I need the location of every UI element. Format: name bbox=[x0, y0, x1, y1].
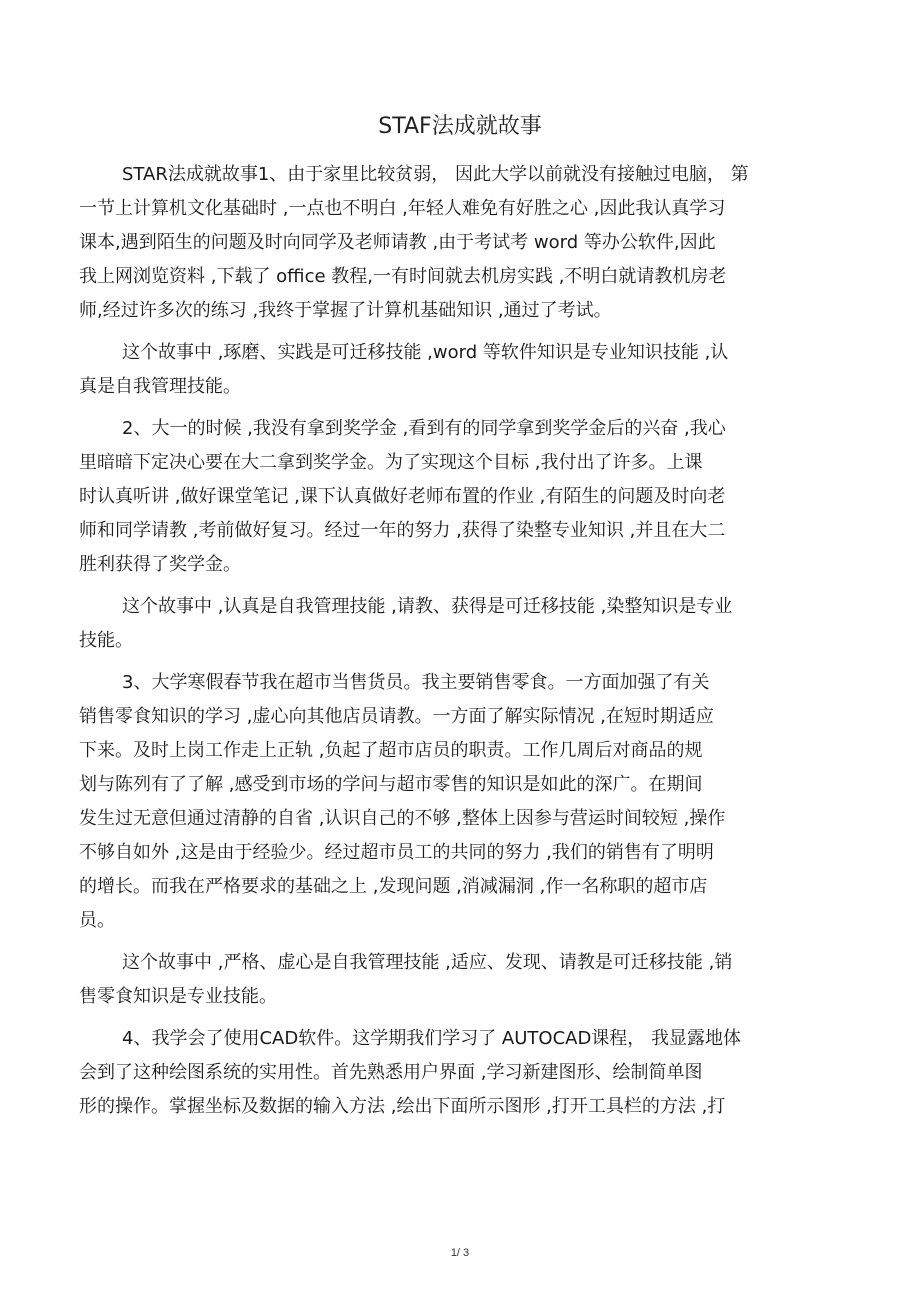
text-line: 我上网浏览资料 ,下载了 office 教程,一有时间就去机房实践 ,不明白就请教机房老 bbox=[79, 266, 727, 287]
text-line: 师,经过许多次的练习 ,我终于掌握了计算机基础知识 ,通过了考试。 bbox=[79, 300, 612, 321]
text-line: 时认真听讲 ,做好课堂笔记 ,课下认真做好老师布置的作业 ,有陌生的问题及时向老 bbox=[79, 486, 726, 507]
paragraph-1 bbox=[79, 158, 827, 328]
document-body bbox=[79, 158, 827, 1132]
text-line: 真是自我管理技能。 bbox=[79, 376, 241, 397]
text-line: 发生过无意但通过清静的自省 ,认识自己的不够 ,整体上因参与营运时间较短 ,操作 bbox=[79, 808, 726, 829]
paragraph-5 bbox=[79, 666, 827, 938]
text-line: 胜利获得了奖学金。 bbox=[79, 554, 241, 575]
paragraph-6 bbox=[79, 946, 827, 1014]
text-line: 3、大学寒假春节我在超市当售货员。我主要销售零食。一方面加强了有关 bbox=[122, 672, 710, 693]
page-number: 1/ 3 bbox=[450, 1247, 470, 1259]
text-line: 划与陈列有了了解 ,感受到市场的学问与超市零售的知识是如此的深广。在期间 bbox=[79, 774, 703, 795]
text-line: 下来。及时上岗工作走上正轨 ,负起了超市店员的职责。工作几周后对商品的规 bbox=[79, 740, 703, 761]
text-line: 这个故事中 ,琢磨、实践是可迁移技能 ,word 等软件知识是专业知识技能 ,认 bbox=[122, 342, 729, 363]
text-line: 员。 bbox=[79, 910, 115, 931]
paragraph-3 bbox=[79, 412, 827, 582]
text-line: 4、我学会了使用CAD软件。这学期我们学习了 AUTOCAD课程， 我显露地体 bbox=[122, 1028, 742, 1049]
text-line: 售零食知识是专业技能。 bbox=[79, 986, 277, 1007]
text-line: 销售零食知识的学习 ,虚心向其他店员请教。一方面了解实际情况 ,在短时期适应 bbox=[79, 706, 714, 727]
text-line: 技能。 bbox=[79, 630, 133, 651]
text-line: 不够自如外 ,这是由于经验少。经过超市员工的共同的努力 ,我们的销售有了明明 bbox=[79, 842, 714, 863]
text-line: 这个故事中 ,认真是自我管理技能 ,请教、获得是可迁移技能 ,染整知识是专业 bbox=[122, 596, 733, 617]
text-line: STAR法成就故事1、由于家里比较贫弱， 因此大学以前就没有接触过电脑， 第 bbox=[122, 164, 749, 185]
paragraph-2 bbox=[79, 336, 827, 404]
text-line: 2、大一的时候 ,我没有拿到奖学金 ,看到有的同学拿到奖学金后的兴奋 ,我心 bbox=[122, 418, 726, 439]
text-line: 里暗暗下定决心要在大二拿到奖学金。为了实现这个目标 ,我付出了许多。上课 bbox=[79, 452, 703, 473]
text-line: 会到了这种绘图系统的实用性。首先熟悉用户界面 ,学习新建图形、绘制简单图 bbox=[79, 1062, 703, 1083]
text-line: 形的操作。掌握坐标及数据的输入方法 ,绘出下面所示图形 ,打开工具栏的方法 ,打 bbox=[79, 1096, 726, 1117]
text-line: 的增长。而我在严格要求的基础之上 ,发现问题 ,消减漏洞 ,作一名称职的超市店 bbox=[79, 876, 708, 897]
document-title: STAF法成就故事 bbox=[378, 114, 542, 139]
paragraph-4 bbox=[79, 590, 827, 658]
text-line: 师和同学请教 ,考前做好复习。经过一年的努力 ,获得了染整专业知识 ,并且在大二 bbox=[79, 520, 726, 541]
paragraph-7 bbox=[79, 1022, 827, 1124]
text-line: 这个故事中 ,严格、虚心是自我管理技能 ,适应、发现、请教是可迁移技能 ,销 bbox=[122, 952, 733, 973]
text-line: 一节上计算机文化基础时 ,一点也不明白 ,年轻人难免有好胜之心 ,因此我认真学习 bbox=[79, 198, 726, 219]
text-line: 课本,遇到陌生的问题及时向同学及老师请教 ,由于考试考 word 等办公软件,因此 bbox=[79, 232, 716, 253]
